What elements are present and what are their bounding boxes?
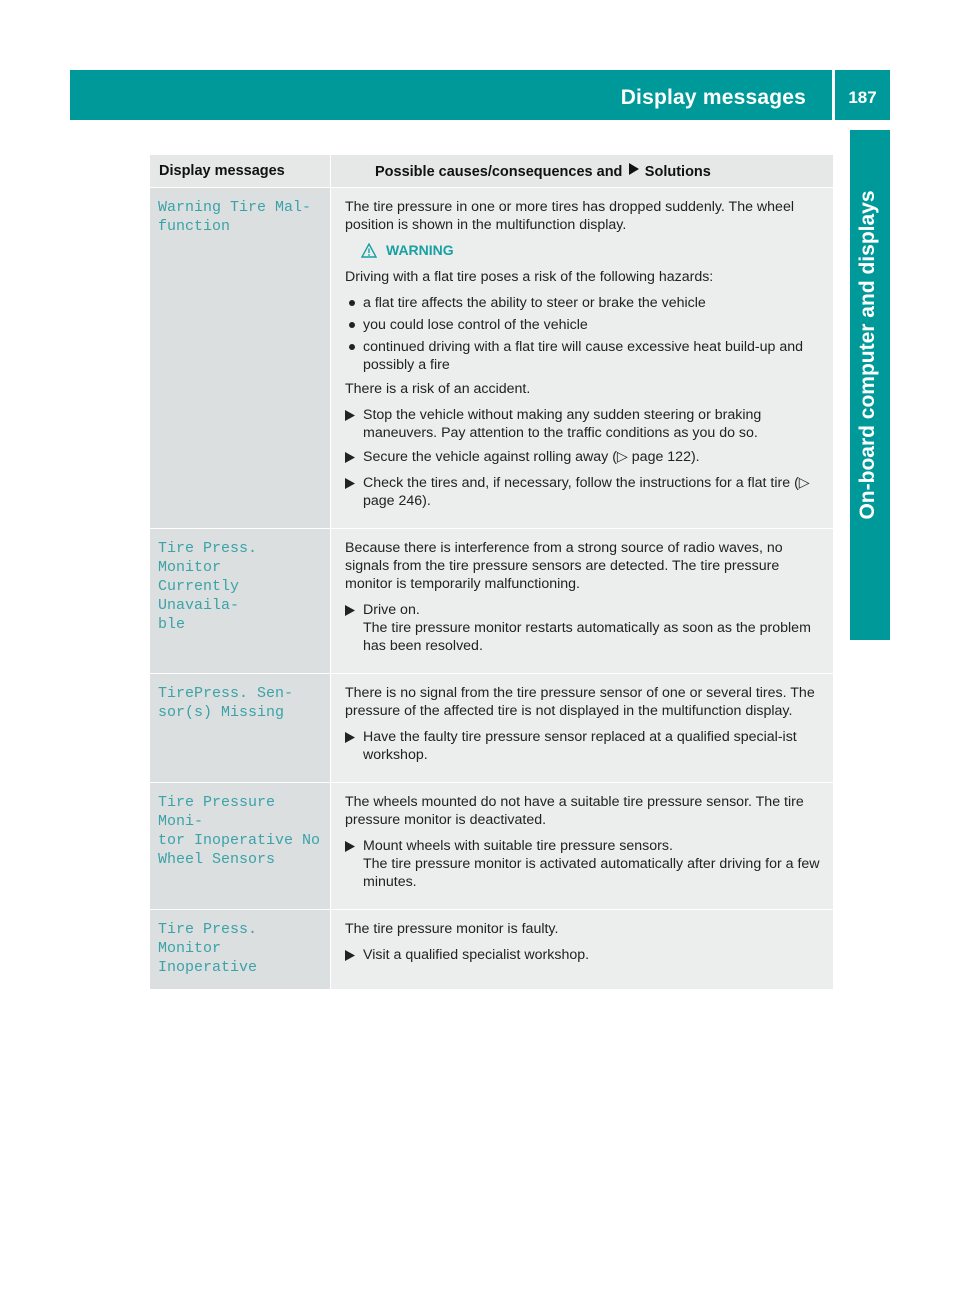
list-item: you could lose control of the vehicle bbox=[345, 316, 827, 334]
cause-text: The wheels mounted do not have a suitable tire pressure sensor. The tire pressure monitor is deactivated. bbox=[345, 794, 804, 828]
col-header-messages: Display messages bbox=[150, 155, 330, 187]
instruction-step bbox=[345, 448, 827, 468]
message-cell bbox=[150, 529, 330, 673]
warning-triangle-icon bbox=[361, 243, 377, 258]
step-arrow-icon bbox=[345, 448, 363, 468]
step-text: Check the tires and, if necessary, follow the instructions for a flat tire (▷ page 246). bbox=[363, 475, 810, 509]
table-header-row bbox=[150, 155, 833, 187]
cause-text: There is no signal from the tire pressure sensor of one or several tires. The pressure of the affected tire is not displayed in the multifunction display. bbox=[345, 685, 815, 719]
step-action: Mount wheels with suitable tire pressure sensors. bbox=[363, 838, 673, 854]
step-text bbox=[363, 601, 827, 655]
message-cell bbox=[150, 783, 330, 909]
step-text: Stop the vehicle without making any sudden steering or braking maneuvers. Pay attention to the traffic conditions as you do so. bbox=[363, 407, 762, 441]
col-header-causes bbox=[331, 155, 833, 187]
page-header bbox=[70, 70, 890, 120]
solution-cell bbox=[331, 674, 833, 782]
list-item: a flat tire affects the ability to steer or brake the vehicle bbox=[345, 294, 827, 312]
instruction-step bbox=[345, 601, 827, 655]
step-arrow-icon bbox=[345, 601, 363, 655]
message-cell bbox=[150, 910, 330, 989]
chapter-label: On-board computer and displays bbox=[856, 190, 879, 520]
step-text: Visit a qualified specialist workshop. bbox=[363, 947, 590, 963]
display-message: TirePress. Sen‐ sor(s) Missing bbox=[158, 685, 294, 721]
step-arrow-icon bbox=[345, 946, 363, 966]
table-row bbox=[150, 909, 833, 989]
table-row bbox=[150, 528, 833, 673]
display-message: Tire Press. Monitor Inoperative bbox=[158, 921, 258, 976]
col-header-solutions-text: Solutions bbox=[644, 164, 711, 180]
instruction-step bbox=[345, 837, 827, 891]
warning-heading bbox=[361, 242, 827, 258]
solution-cell bbox=[331, 783, 833, 909]
solution-cell bbox=[331, 188, 833, 528]
cause-text: The tire pressure in one or more tires has dropped suddenly. The wheel position is shown in the multifunction display. bbox=[345, 199, 794, 233]
warning-text: Driving with a flat tire poses a risk of the following hazards: bbox=[345, 269, 714, 285]
step-text: Secure the vehicle against rolling away (▷ page 122). bbox=[363, 449, 700, 465]
instruction-step bbox=[345, 728, 827, 764]
step-arrow-icon bbox=[345, 406, 363, 442]
message-cell bbox=[150, 674, 330, 782]
message-cell bbox=[150, 188, 330, 528]
display-message: Tire Pressure Moni‐ tor Inoperative No Wheel Sensors bbox=[158, 794, 321, 868]
step-arrow-icon bbox=[345, 474, 363, 510]
table-row bbox=[150, 187, 833, 528]
display-message: Warning Tire Mal‐ function bbox=[158, 199, 312, 235]
table-row bbox=[150, 673, 833, 782]
warning-label: WARNING bbox=[386, 242, 454, 258]
risk-text: There is a risk of an accident. bbox=[345, 381, 531, 397]
table-row bbox=[150, 782, 833, 909]
list-item: continued driving with a flat tire will cause excessive heat build-up and possibly a fire bbox=[345, 338, 827, 374]
col-header-causes-text: Possible causes/consequences and bbox=[375, 164, 623, 180]
chapter-marker bbox=[850, 590, 890, 640]
step-action: Drive on. bbox=[363, 602, 420, 618]
display-messages-table bbox=[150, 155, 833, 989]
page-number: 187 bbox=[848, 88, 877, 107]
section-title: Display messages bbox=[620, 86, 806, 109]
arrow-right-icon bbox=[628, 164, 642, 178]
chapter-label-container bbox=[856, 120, 910, 590]
instruction-step bbox=[345, 946, 827, 966]
solution-cell bbox=[331, 910, 833, 989]
step-result: The tire pressure monitor restarts automatically as soon as the problem has been resolved. bbox=[363, 620, 811, 654]
step-text: Have the faulty tire pressure sensor replaced at a qualified special-ist workshop. bbox=[363, 729, 797, 763]
cause-text: Because there is interference from a strong source of radio waves, no signals from the tire pressure sensors are detected. The tire pressure monitor is temporarily malfunctioning. bbox=[345, 540, 783, 592]
hazard-list bbox=[345, 294, 827, 374]
step-arrow-icon bbox=[345, 728, 363, 764]
step-result: The tire pressure monitor is activated automatically after driving for a few minutes. bbox=[363, 856, 820, 890]
step-text bbox=[363, 837, 827, 891]
solution-cell bbox=[331, 529, 833, 673]
instruction-step bbox=[345, 406, 827, 442]
display-message: Tire Press. Monitor Currently Unavaila‐ ble bbox=[158, 540, 258, 633]
cause-text: The tire pressure monitor is faulty. bbox=[345, 921, 559, 937]
step-arrow-icon bbox=[345, 837, 363, 891]
instruction-step bbox=[345, 474, 827, 510]
